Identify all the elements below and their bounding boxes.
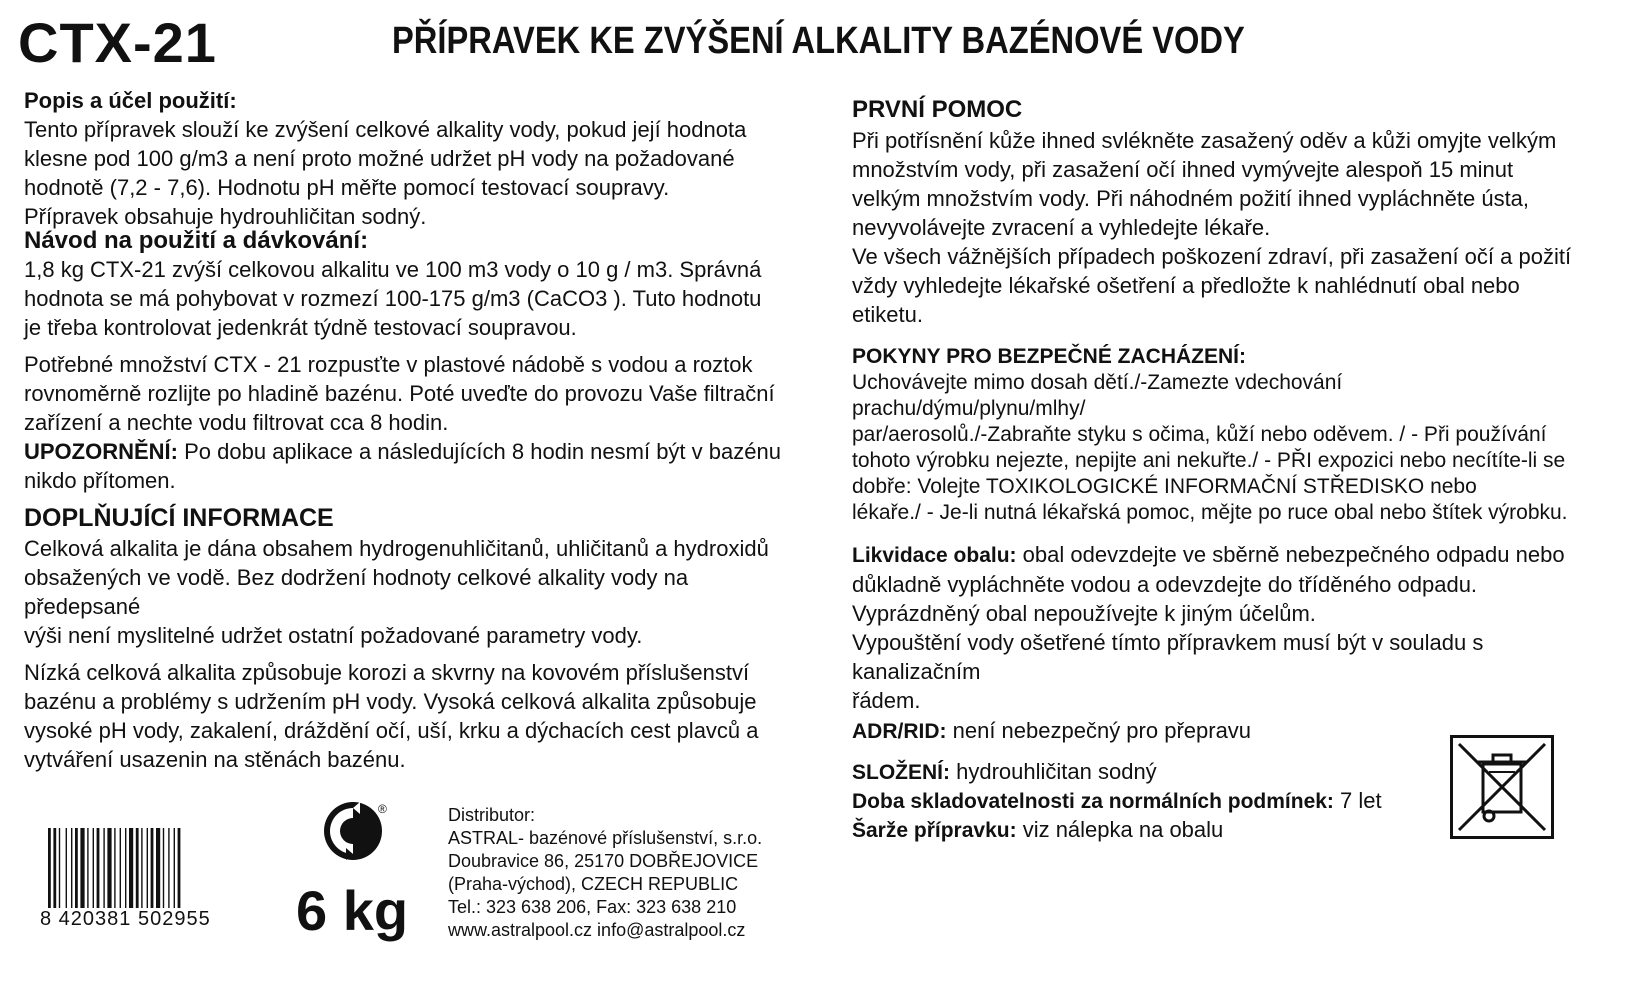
registered-mark: ®	[378, 802, 387, 816]
adr-label: ADR/RID:	[852, 720, 947, 743]
likvidace-line: důkladně vypláchněte vodou a odevzdejte do tříděného odpadu.	[852, 572, 1478, 597]
pokyny-heading: POKYNY PRO BEZPEČNÉ ZACHÁZENÍ:	[852, 345, 1246, 368]
doplnujici-section	[24, 502, 784, 650]
barcode-bar	[59, 828, 60, 912]
nizka-line: bazénu a problémy s udržením pH vody. Vysoká celková alkalita způsobuje	[24, 689, 757, 714]
barcode-bar	[147, 828, 148, 912]
distributor-line: Tel.: 323 638 206, Fax: 323 638 210	[448, 897, 737, 917]
likvidace-line: Vyprázdněný obal nepoužívejte k jiným účelům.	[852, 601, 1316, 626]
distributor-block	[448, 804, 762, 942]
upozorneni-text: Po dobu aplikace a následujících 8 hodin nesmí být v bazénu	[178, 439, 781, 464]
barcode-bar	[129, 828, 133, 912]
likvidace-line: Vypouštění vody ošetřené tímto přípravkem musí být v souladu s kanalizačním	[852, 630, 1484, 684]
prvni-pomoc-heading: PRVNÍ POMOC	[852, 96, 1023, 123]
pokyny-line: Uchovávejte mimo dosah dětí./-Zamezte vdechování prachu/dýmu/plynu/mlhy/	[852, 371, 1343, 420]
nizka-line: Nízká celková alkalita způsobuje korozi a skvrny na kovovém příslušenství	[24, 660, 750, 685]
distributor-line: Distributor:	[448, 805, 536, 825]
nizka-line: vysoké pH vody, zakalení, dráždění očí, uší, krku a dýchacích cest plavců a	[24, 718, 759, 743]
upozorneni-label: UPOZORNĚNÍ:	[24, 439, 178, 464]
upozorneni-line	[24, 437, 784, 466]
sarze-label: Šarže přípravku:	[852, 819, 1017, 842]
barcode-bar	[163, 828, 164, 912]
barcode-bar	[114, 828, 115, 912]
pokyny-line: dobře: Volejte TOXIKOLOGICKÉ INFORMAČNÍ STŘEDISKO nebo	[852, 475, 1477, 498]
prvni-pomoc-section	[852, 94, 1580, 329]
barcode-bar	[48, 828, 51, 912]
distributor-line: (Praha-východ), CZECH REPUBLIC	[448, 874, 739, 894]
barcode-number: 8 420381 502955	[40, 908, 211, 930]
navod-line: je třeba kontrolovat jedenkrát týdně testovací soupravou.	[24, 315, 577, 340]
prvni-line: vždy vyhledejte lékařské ošetření a předložte k nahlédnutí obal nebo	[852, 273, 1520, 298]
navod-section	[24, 226, 784, 342]
popis-line: Tento přípravek slouží ke zvýšení celkové alkality vody, pokud její hodnota	[24, 117, 747, 142]
barcode-bar	[103, 828, 104, 912]
barcode-bar	[75, 828, 78, 912]
pokyny-line: par/aerosolů./-Zabraňte styku s očima, kůží nebo oděvem. / - Při používání	[852, 423, 1547, 446]
product-title: PŘÍPRAVEK KE ZVÝŠENÍ ALKALITY BAZÉNOVÉ VODY	[392, 20, 1245, 62]
prvni-line: Při potřísnění kůže ihned svlékněte zasažený oděv a kůži omyjte velkým	[852, 128, 1557, 153]
pokyny-line: lékaře./ - Je-li nutná lékařská pomoc, mějte po ruce obal nebo štítek výrobku.	[852, 501, 1568, 524]
popis-section	[24, 86, 784, 231]
barcode-bar	[53, 828, 56, 912]
net-weight: 6 kg	[296, 879, 409, 942]
doplnujici-heading: DOPLŇUJÍCÍ INFORMACE	[24, 504, 334, 532]
slozeni-text: hydrouhličitan sodný	[950, 759, 1157, 784]
product-code: CTX-21	[18, 11, 217, 74]
barcode-bar	[125, 828, 126, 912]
prvni-line: etiketu.	[852, 302, 923, 327]
distributor-line: Doubravice 86, 25170 DOBŘEJOVICE	[448, 851, 759, 871]
doplnujici-line: výši není myslitelné udržet ostatní požadované parametry vody.	[24, 623, 643, 648]
distributor-line: ASTRAL- bazénové příslušenství, s.r.o.	[448, 828, 763, 848]
crossed-bin-icon	[1450, 735, 1554, 839]
navod-line: hodnota se má pohybovat v rozmezí 100-175 g/m3 (CaCO3 ). Tuto hodnotu	[24, 286, 762, 311]
popis-line: klesne pod 100 g/m3 a není proto možné udržet pH vody na požadované	[24, 146, 735, 171]
barcode-bar	[66, 828, 67, 912]
likvidace-section	[852, 540, 1580, 715]
doba-label: Doba skladovatelnosti za normálních podmínek:	[852, 790, 1334, 813]
prvni-line: množstvím vody, při zasažení očí ihned vymývejte alespoň 15 minut	[852, 157, 1514, 182]
barcode-bar	[107, 828, 111, 912]
sarze-text: viz nálepka na obalu	[1016, 817, 1224, 842]
nizka-section	[24, 658, 784, 774]
likvidace-label: Likvidace obalu:	[852, 544, 1017, 567]
barcode-bar	[174, 828, 175, 912]
nizka-line: vytváření usazenin na stěnách bazénu.	[24, 747, 406, 772]
navod-heading: Návod na použití a dávkování:	[24, 227, 369, 254]
pokyny-line: tohoto výrobku nejezte, nepijte ani nekuřte./ - PŘI expozici nebo necítíte-li se	[852, 449, 1566, 472]
doba-text: 7 let	[1333, 788, 1382, 813]
potrebne-line: zařízení a nechte vodu filtrovat cca 8 hodin.	[24, 410, 449, 435]
doplnujici-line: Celková alkalita je dána obsahem hydrogenuhličitanů, uhličitanů a hydroxidů	[24, 536, 769, 561]
barcode-bar	[168, 828, 169, 912]
adr-text: není nebezpečný pro přepravu	[946, 718, 1252, 743]
popis-line: hodnotě (7,2 - 7,6). Hodnotu pH měřte pomocí testovací soupravy.	[24, 175, 670, 200]
barcode-bar	[151, 828, 154, 912]
likvidace-text: obal odevzdejte ve sběrně nebezpečného odpadu nebo	[1016, 542, 1565, 567]
prvni-line: nevyvolávejte zvracení a vyhledejte lékaře.	[852, 215, 1271, 240]
barcode-bar	[136, 828, 139, 912]
doplnujici-line: obsažených ve vodě. Bez dodržení hodnoty celkové alkality vody na předepsané	[24, 565, 689, 619]
barcode-bar	[87, 828, 88, 912]
potrebne-section	[24, 350, 784, 495]
likvidace-line	[852, 540, 1580, 570]
navod-line: 1,8 kg CTX-21 zvýší celkovou alkalitu ve 100 m3 vody o 10 g / m3. Správná	[24, 257, 762, 282]
upozorneni-line2: nikdo přítomen.	[24, 468, 176, 493]
popis-line: Přípravek obsahuje hydrouhličitan sodný.	[24, 204, 427, 229]
slozeni-label: SLOŽENÍ:	[852, 761, 950, 784]
barcode-bar	[71, 828, 72, 912]
potrebne-line: Potřebné množství CTX - 21 rozpusťte v plastové nádobě s vodou a roztok	[24, 352, 753, 377]
barcode-bar	[93, 828, 94, 912]
barcode-bar	[141, 828, 142, 912]
green-dot-icon	[322, 800, 384, 862]
likvidace-line: řádem.	[852, 688, 921, 713]
barcode-bar	[178, 828, 181, 912]
prvni-line: Ve všech vážnějších případech poškození zdraví, při zasažení očí a požití	[852, 244, 1572, 269]
barcode-bar	[97, 828, 100, 912]
barcode-bar	[80, 828, 84, 912]
barcode-bar	[156, 828, 160, 912]
distributor-line: www.astralpool.cz info@astralpool.cz	[448, 920, 746, 940]
popis-heading: Popis a účel použití:	[24, 88, 237, 113]
prvni-line: velkým množstvím vody. Při náhodném požití ihned vypláchněte ústa,	[852, 186, 1530, 211]
barcode-bar	[120, 828, 121, 912]
pokyny-section	[852, 344, 1580, 526]
potrebne-line: rovnoměrně rozlijte po hladině bazénu. Poté uveďte do provozu Vaše filtrační	[24, 381, 775, 406]
